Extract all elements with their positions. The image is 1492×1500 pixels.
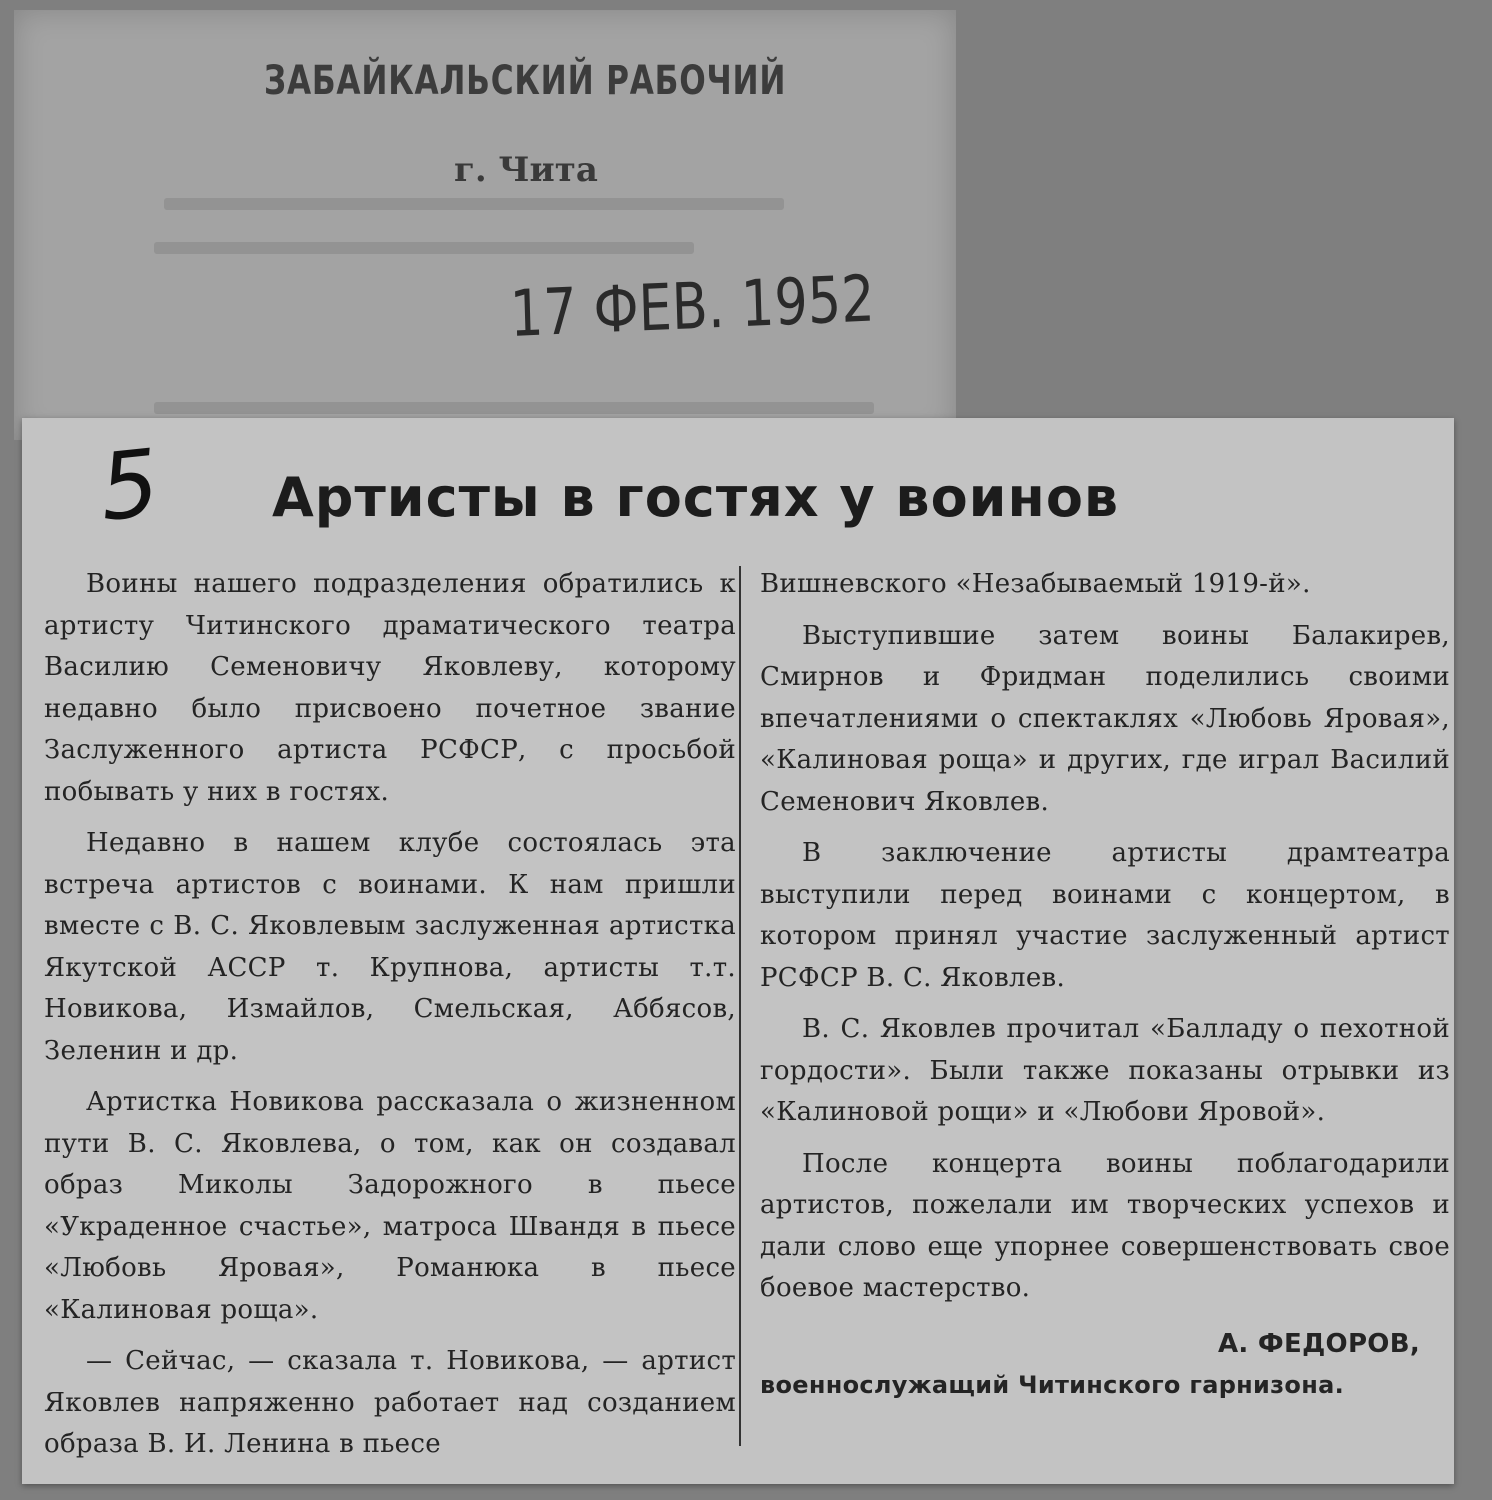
article-left-column xyxy=(44,564,736,1476)
article-paragraph: Выступившие затем воины Балакирев, Смирнов и Фридман поделились своими впечатлениями о спектаклях «Любовь Яровая», «Калиновая роща» и других, где играл Василий Семенович Яковлев. xyxy=(760,620,1450,817)
article-clipping xyxy=(22,418,1454,1484)
column-divider xyxy=(739,566,741,1446)
article-paragraph: Воины нашего подразделения обратились к артисту Читинского драматического театра Василию Семеновичу Яковлеву, которому недавно было присвоено почетное звание Заслуженного артиста РСФСР, с просьбой побывать у них в гостях. xyxy=(44,569,736,807)
article-paragraph: Артистка Новикова рассказала о жизненном пути В. С. Яковлева, о том, как он создавал образ Миколы Задорожного в пьесе «Украденное счастье», матроса Швандя в пьесе «Любовь Яровая», Романюка в пьесе «Калиновая роща». xyxy=(44,1087,736,1325)
article-paragraph: В. С. Яковлев прочитал «Балладу о пехотной гордости». Были также показаны отрывки из «Калиновой рощи» и «Любови Яровой». xyxy=(760,1014,1450,1127)
author-name: А. ФЕДОРОВ, xyxy=(1217,1328,1420,1359)
faded-print-line xyxy=(154,402,874,414)
faded-print-line xyxy=(164,198,784,210)
article-paragraph: В заключение артисты драмтеатра выступили перед воинами с концертом, в котором принял участие заслуженный артист РСФСР В. С. Яковлев. xyxy=(760,838,1450,993)
faded-print-line xyxy=(154,242,694,254)
newspaper-title: ЗАБАЙКАЛЬСКИЙ РАБОЧИЙ xyxy=(264,58,787,104)
handwritten-page-number: 5 xyxy=(94,429,164,542)
date-stamp: 17 ФЕВ. 1952 xyxy=(509,262,876,352)
article-paragraph: После концерта воины поблагодарили артистов, пожелали им творческих успехов и дали слово еще упорнее совершенствовать свое боевое мастерство. xyxy=(760,1148,1450,1303)
newspaper-city: г. Чита xyxy=(454,150,598,190)
article-paragraph: — Сейчас, — сказала т. Новикова, — артист Яковлев напряженно работает над созданием образа В. И. Ленина в пьесе xyxy=(44,1346,736,1459)
article-paragraph: Недавно в нашем клубе состоялась эта встреча артистов с воинами. К нам пришли вместе с В. С. Яковлевым заслуженная артистка Якутской АССР т. Крупнова, артисты т.т. Новикова, Измайлов, Смельская, Аббясов, Зеленин и др. xyxy=(44,828,736,1066)
article-headline: Артисты в гостях у воинов xyxy=(272,466,1120,529)
author-role: военнослужащий Читинского гарнизона. xyxy=(760,1371,1344,1399)
article-right-column xyxy=(760,564,1450,1407)
archive-header-card xyxy=(14,10,956,440)
article-paragraph-continuation: Вишневского «Незабываемый 1919-й». xyxy=(760,569,1311,599)
